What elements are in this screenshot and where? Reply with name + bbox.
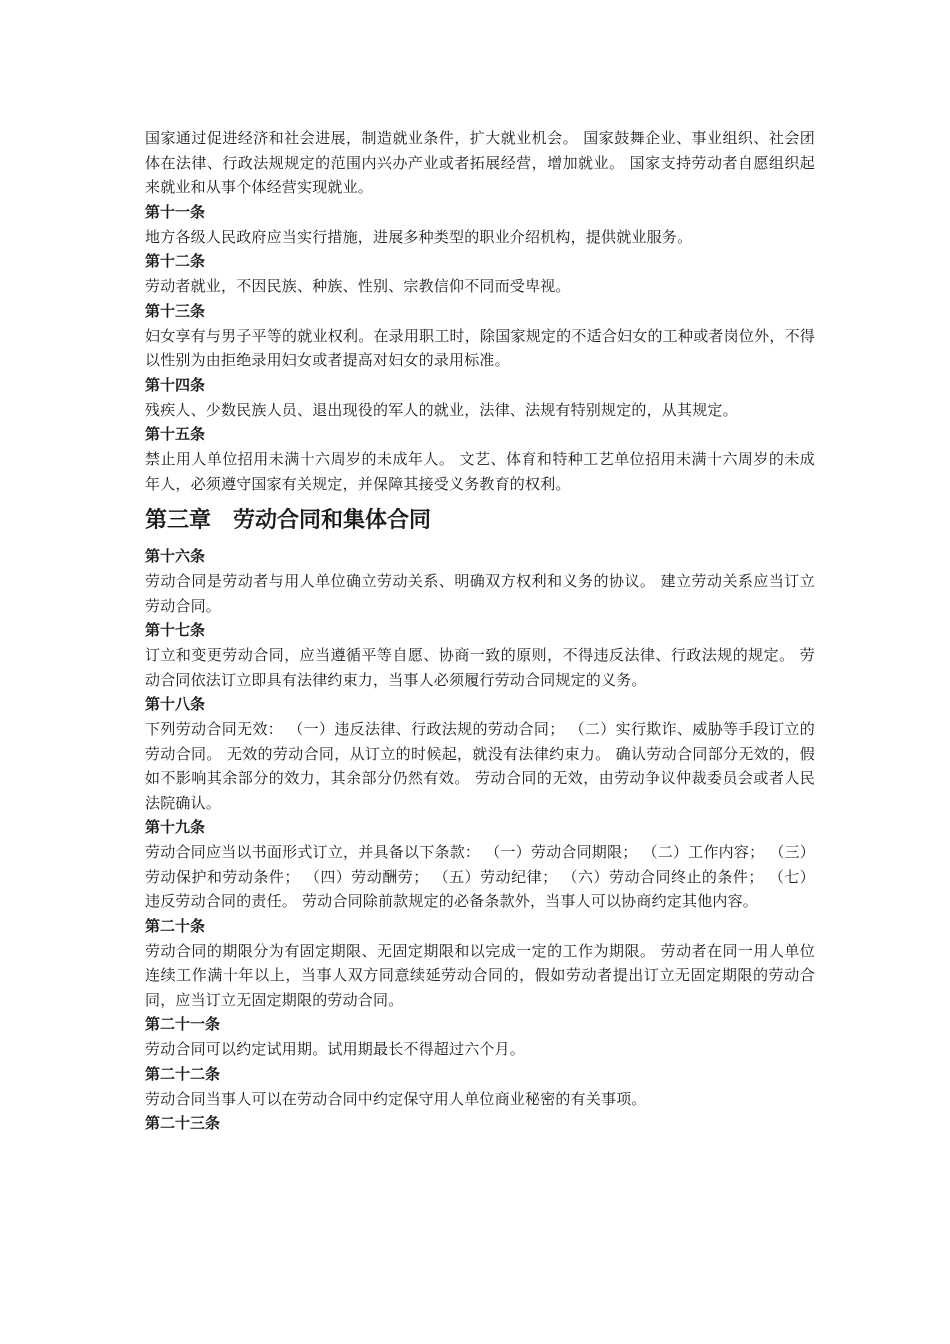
- article-16-body: 劳动合同是劳动者与用人单位确立劳动关系、明确双方权利和义务的协议。 建立劳动关系应当订立劳动合同。: [145, 572, 815, 615]
- article-19-title: 第十九条: [145, 818, 206, 836]
- article-20-title: 第二十条: [145, 916, 206, 935]
- article-12-body: 劳动者就业，不因民族、种族、性别、宗教信仰不同而受卑视。: [145, 277, 571, 295]
- article-12-title: 第十二条: [145, 252, 206, 270]
- article-19-body: 劳动合同应当以书面形式订立，并具备以下条款： （一）劳动合同期限； （二）工作内容； （三）劳动保护和劳动条件； （四）劳动酬劳； （五）劳动纪律； （六）劳动合同终止的条件； （七）违反劳动合同的责任。 劳动合同除前款规定的必备条款外，当事人可以协商约定其他内容。: [145, 843, 815, 910]
- article-22-body: 劳动合同当事人可以在劳动合同中约定保守用人单位商业秘密的有关事项。: [145, 1089, 647, 1108]
- article-14-body: 残疾人、少数民族人员、退出现役的军人的就业，法律、法规有特别规定的，从其规定。: [145, 400, 738, 419]
- article-16-title: 第十六条: [145, 547, 206, 565]
- article-15-title: 第十五条: [145, 425, 206, 443]
- article-13-body: 妇女享有与男子平等的就业权利。在录用职工时，除国家规定的不适合妇女的工种或者岗位外，不得以性别为由拒绝录用妇女或者提高对妇女的录用标准。: [145, 326, 815, 369]
- article-18-title: 第十八条: [145, 695, 206, 713]
- intro-paragraph: 国家通过促进经济和社会进展，制造就业条件，扩大就业机会。 国家鼓舞企业、事业组织、社会团体在法律、行政法规规定的范围内兴办产业或者拓展经营，增加就业。 国家支持劳动者自愿组织起来就业和从事个体经营实现就业。: [145, 129, 815, 196]
- article-11-title: 第十一条: [145, 202, 206, 221]
- document-page: [145, 126, 815, 1136]
- chapter-heading: 第三章 劳动合同和集体合同: [145, 508, 432, 533]
- article-21-body: 劳动合同可以约定试用期。试用期最长不得超过六个月。: [145, 1040, 526, 1058]
- article-18-body: 下列劳动合同无效： （一）违反法律、行政法规的劳动合同； （二）实行欺诈、威胁等手段订立的劳动合同。 无效的劳动合同，从订立的时候起，就没有法律约束力。 确认劳动合同部分无效的，假如不影响其余部分的效力，其余部分仍然有效。 劳动合同的无效，由劳动争议仲裁委员会或者人民法院确认。: [145, 720, 815, 812]
- article-11-body: 地方各级人民政府应当实行措施，进展多种类型的职业介绍机构，提供就业服务。: [145, 227, 693, 246]
- article-23-title: 第二十三条: [145, 1114, 221, 1132]
- article-15-body: 禁止用人单位招用未满十六周岁的未成年人。 文艺、体育和特种工艺单位招用未满十六周岁的未成年人，必须遵守国家有关规定，并保障其接受义务教育的权利。: [145, 450, 815, 493]
- article-13-title: 第十三条: [145, 301, 206, 320]
- article-21-title: 第二十一条: [145, 1015, 221, 1033]
- article-17-title: 第十七条: [145, 621, 206, 639]
- article-14-title: 第十四条: [145, 375, 206, 394]
- article-20-body: 劳动合同的期限分为有固定期限、无固定期限和以完成一定的工作为期限。 劳动者在同一用人单位连续工作满十年以上，当事人双方同意续延劳动合同的，假如劳动者提出订立无固定期限的劳动合同，应当订立无固定期限的劳动合同。: [145, 941, 815, 1009]
- article-22-title: 第二十二条: [145, 1064, 221, 1083]
- article-17-body: 订立和变更劳动合同，应当遵循平等自愿、协商一致的原则，不得违反法律、行政法规的规定。 劳动合同依法订立即具有法律约束力，当事人必须履行劳动合同规定的义务。: [145, 646, 815, 689]
